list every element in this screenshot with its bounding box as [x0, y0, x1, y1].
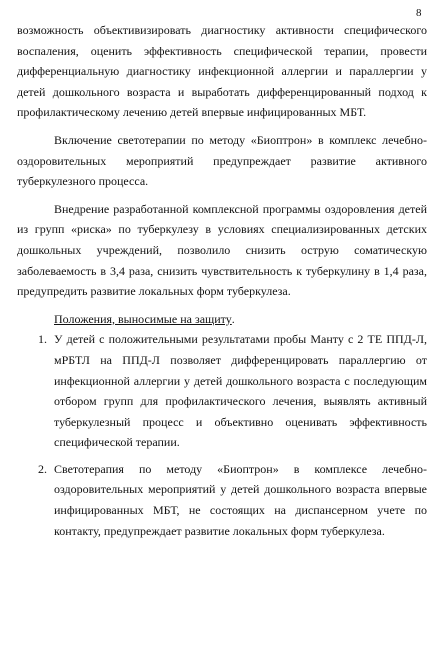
defense-claims-list	[17, 329, 427, 541]
section-heading	[17, 309, 427, 330]
document-body	[17, 20, 427, 547]
list-item-number: 2.	[38, 461, 47, 476]
section-heading-text: Положения, выносимые на защиту	[54, 311, 232, 326]
list-item	[17, 459, 427, 541]
paragraph-diagnostics-continuation: возможность объективизировать диагностику активности специфического воспаления, оценить эффективность специфической терапии, провести дифференциальную диагностику инфекционной аллергии и параллергии у детей дошкольного возраста и выработать дифференцированный подход к профилактическому лечению детей впервые инфицированных МБТ.	[17, 23, 427, 120]
page-number: 8	[416, 7, 422, 19]
list-item-text: Светотерапия по методу «Биоптрон» в комплексе лечебно-оздоровительных мероприятий у детей дошкольного возраста впервые инфицированных МБТ, не состоящих на диспансерном учете по контакту, предупреждает развитие локальных форм туберкулеза.	[54, 461, 427, 538]
list-item-text: У детей с положительными результатами пробы Манту с 2 ТЕ ППД-Л, мРБТЛ на ППД-Л позволяет дифференцировать параллергию от инфекционной аллергии у детей дошкольного возраста с последующим отбором групп для профилактического лечения, выявлять активный туберкулезный процесс и объективно оценивать эффективность специфической терапии.	[54, 332, 427, 450]
paragraph-light-therapy: Включение светотерапии по методу «Биоптрон» в комплекс лечебно-оздоровительных мероприятий предупреждает развитие активного туберкулезного процесса.	[17, 132, 427, 189]
paragraph-program-results: Внедрение разработанной комплексной программы оздоровления детей из групп «риска» по туберкулезу в условиях специализированных детских дошкольных учреждений, позволило снизить острую соматическую заболеваемость в 3,4 раза, снизить чувствительность к туберкулину в 1,4 раза, предупредить развитие локальных форм туберкулеза.	[17, 201, 427, 299]
defense-section	[17, 309, 427, 542]
section-heading-suffix: .	[231, 311, 235, 326]
list-item	[17, 329, 427, 453]
list-item-number: 1.	[38, 332, 47, 347]
